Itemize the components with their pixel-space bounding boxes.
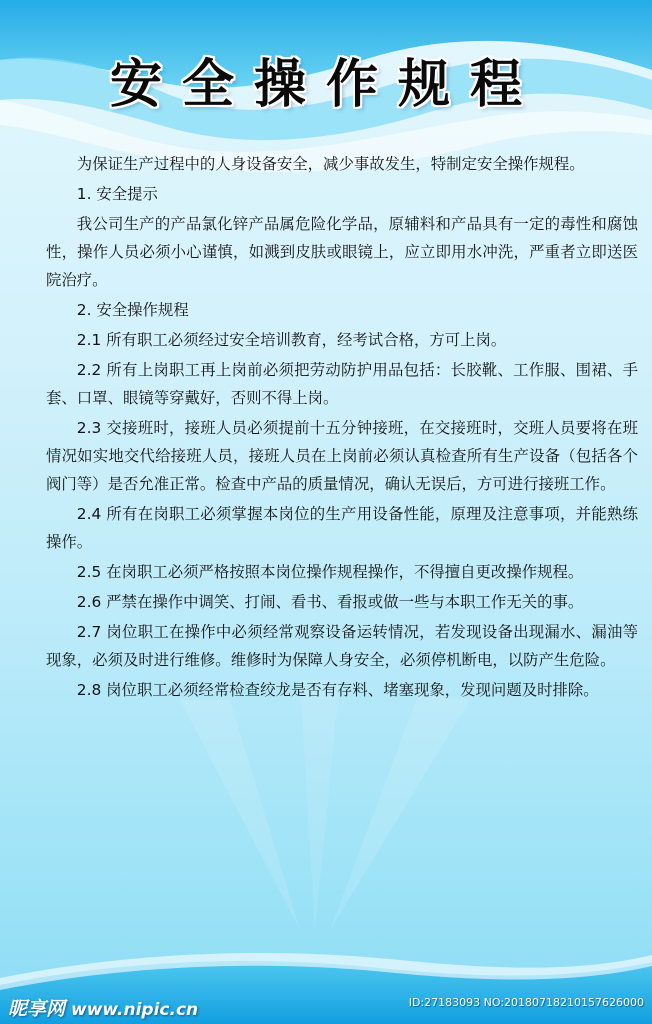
rule-item: 2.8 岗位职工必须经常检查绞龙是否有存料、堵塞现象，发现问题及时排除。 bbox=[76, 681, 599, 699]
section-2-heading: 2. 安全操作规程 bbox=[76, 301, 189, 319]
watermark-id: ID:27183093 NO:20180718210157626000 bbox=[408, 996, 644, 1009]
section-1-heading: 1. 安全提示 bbox=[76, 185, 158, 203]
rule-item: 2.2 所有上岗职工再上岗前必须把劳动防护用品包括：长胶靴、工作服、围裙、手套、口罩、眼镜等穿戴好，否则不得上岗。 bbox=[46, 361, 638, 407]
section-1-text: 我公司生产的产品氯化锌产品属危险化学品，原辅料和产品具有一定的毒性和腐蚀性，操作人员必须小心谨慎，如溅到皮肤或眼镜上，应立即用水冲洗，严重者立即送医院治疗。 bbox=[46, 215, 638, 289]
watermark-brand: 昵享网 bbox=[8, 998, 66, 1020]
rule-item: 2.5 在岗职工必须严格按照本岗位操作规程操作，不得擅自更改操作规程。 bbox=[76, 563, 584, 581]
rule-item: 2.3 交接班时，接班人员必须提前十五分钟接班，在交接班时，交班人员要将在班情况如实地交代给接班人员，接班人员在上岗前必须认真检查所有生产设备（包括各个阀门等）是否允准正常。检查中产品的质量情况，确认无误后，方可进行接班工作。 bbox=[46, 419, 638, 493]
watermark-url: www.nipic.cn bbox=[71, 1000, 199, 1020]
page-title: 安全操作规程 bbox=[109, 54, 542, 115]
rule-item: 2.4 所有在岗职工必须掌握本岗位的生产用设备性能，原理及注意事项，并能熟练操作。 bbox=[46, 505, 638, 551]
rule-item: 2.7 岗位职工在操作中必须经常观察设备运转情况，若发现设备出现漏水、漏油等现象，必须及时进行维修。维修时为保障人身安全，必须停机断电，以防产生危险。 bbox=[46, 623, 638, 669]
regulation-body bbox=[46, 150, 638, 706]
rule-item: 2.1 所有职工必须经过安全培训教育，经考试合格，方可上岗。 bbox=[76, 331, 507, 349]
rule-item: 2.6 严禁在操作中调笑、打闹、看书、看报或做一些与本职工作无关的事。 bbox=[76, 593, 584, 611]
watermark-logo bbox=[8, 994, 198, 1021]
intro-paragraph: 为保证生产过程中的人身设备安全，减少事故发生，特制定安全操作规程。 bbox=[76, 155, 585, 173]
